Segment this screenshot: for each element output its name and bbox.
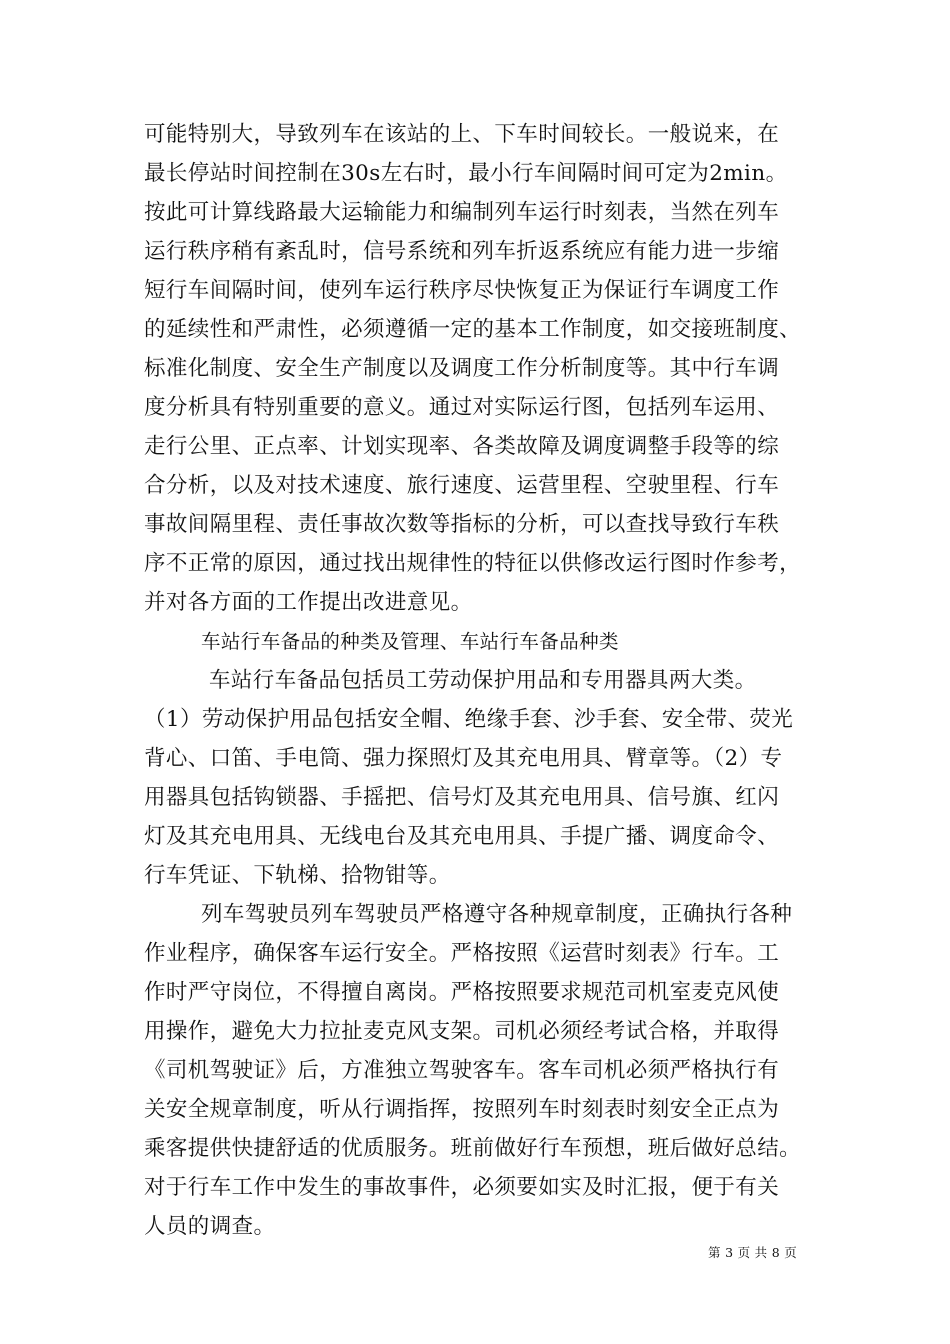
- body-text-line: 事故间隔里程、责任事故次数等指标的分析，可以查找导致行车秩: [144, 512, 780, 537]
- body-text-line: 灯及其充电用具、无线电台及其充电用具、手提广播、调度命令、: [144, 824, 780, 849]
- page-number-footer: 第 3 页 共 8 页: [708, 1245, 798, 1260]
- body-text-line: 合分析，以及对技术速度、旅行速度、运营里程、空驶里程、行车: [144, 473, 780, 498]
- section-heading: 车站行车备品的种类及管理、车站行车备品种类: [201, 630, 619, 653]
- body-text-line: 列车驾驶员列车驾驶员严格遵守各种规章制度，正确执行各种: [201, 902, 793, 927]
- body-text-line: 人员的调查。: [144, 1214, 276, 1239]
- body-text-line: 短行车间隔时间，使列车运行秩序尽快恢复正为保证行车调度工作: [144, 278, 780, 303]
- body-text-line: 作时严守岗位，不得擅自离岗。严格按照要求规范司机室麦克风使: [144, 980, 780, 1005]
- body-text-line: 关安全规章制度，听从行调指挥，按照列车时刻表时刻安全正点为: [144, 1097, 780, 1122]
- body-text-line: 乘客提供快捷舒适的优质服务。班前做好行车预想，班后做好总结。: [144, 1136, 802, 1161]
- body-text-line: 走行公里、正点率、计划实现率、各类故障及调度调整手段等的综: [144, 434, 780, 459]
- body-text-line: 车站行车备品包括员工劳动保护用品和专用器具两大类。: [209, 668, 757, 693]
- body-text-line: 序不正常的原因，通过找出规律性的特征以供修改运行图时作参考，: [144, 551, 802, 576]
- body-text-line: 度分析具有特别重要的意义。通过对实际运行图，包括列车运用、: [144, 395, 780, 420]
- body-text-line: 用操作，避免大力拉扯麦克风支架。司机必须经考试合格，并取得: [144, 1019, 780, 1044]
- body-text-line: 可能特别大，导致列车在该站的上、下车时间较长。一般说来，在: [144, 122, 780, 147]
- body-text-line: 按此可计算线路最大运输能力和编制列车运行时刻表，当然在列车: [144, 200, 780, 225]
- body-text-line: 对于行车工作中发生的事故事件，必须要如实及时汇报，便于有关: [144, 1175, 780, 1200]
- body-text-line: 标准化制度、安全生产制度以及调度工作分析制度等。其中行车调: [144, 356, 780, 381]
- body-text-line: 用器具包括钩锁器、手摇把、信号灯及其充电用具、信号旗、红闪: [144, 785, 780, 810]
- body-text-line: 背心、口笛、手电筒、强力探照灯及其充电用具、臂章等。（2）专: [144, 746, 783, 771]
- body-text-line: 《司机驾驶证》后，方准独立驾驶客车。客车司机必须严格执行有: [144, 1058, 780, 1083]
- body-text-line: 的延续性和严肃性，必须遵循一定的基本工作制度，如交接班制度、: [144, 317, 802, 342]
- body-text-line: 作业程序，确保客车运行安全。严格按照《运营时刻表》行车。工: [144, 941, 780, 966]
- body-text-line: 行车凭证、下轨梯、拾物钳等。: [144, 863, 451, 888]
- body-text-line: 运行秩序稍有紊乱时，信号系统和列车折返系统应有能力进一步缩: [144, 239, 780, 264]
- body-text-line: 最长停站时间控制在30s左右时，最小行车间隔时间可定为2min。: [144, 161, 788, 186]
- body-text-line: （1）劳动保护用品包括安全帽、绝缘手套、沙手套、安全带、荧光: [144, 707, 794, 732]
- body-text-line: 并对各方面的工作提出改进意见。: [144, 590, 473, 615]
